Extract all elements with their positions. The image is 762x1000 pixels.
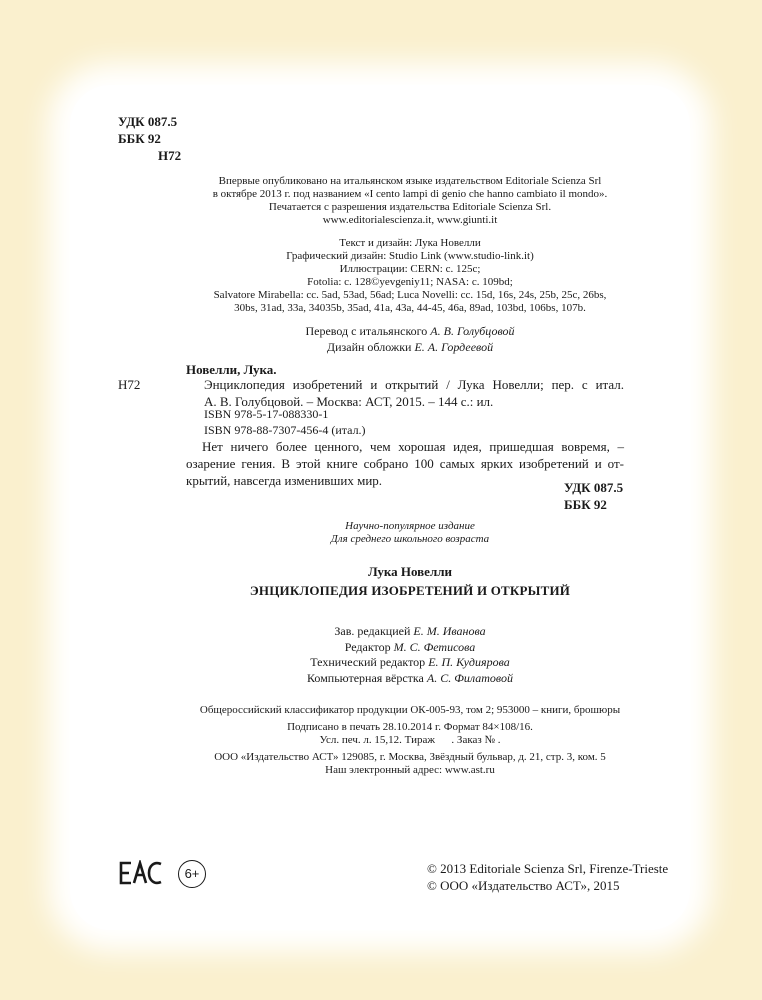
credits-line: Salvatore Mirabella: cc. 5ad, 53ad, 56ad; Luca Novelli: cc. 15d, 16s, 24s, 25b, 25c, 26bs, [213,289,607,301]
copyright-line: © ООО «Издательство АСТ», 2015 [427,878,620,893]
staff-name: А. С. Филатовой [426,670,513,685]
intro-line: в октябре 2013 г. под названием «I cento lampi di genio che hanno cambiato il mondo». [212,188,608,200]
staff-line [190,624,630,640]
credits-line: Fotolia: с. 128©yevgeniy11; NASA: с. 109bd; [307,276,513,288]
catalog-line: А. В. Голубцовой. – Москва: АСТ, 2015. – 144 с.: ил. [204,394,494,409]
first-publication-note [190,175,630,227]
staff-name: Е. М. Иванова [413,624,486,638]
udk-block [118,113,181,164]
udk-code: УДК 087.5 [118,114,178,129]
catalog-author-heading: Новелли, Лука. [186,362,277,377]
publication-info [190,704,630,777]
isbn-block [204,407,366,438]
classifier-line: Общероссийский классификатор продукции ОК-005-93, том 2; 953000 – книги, брошюры [199,704,621,716]
publisher-email: Наш электронный адрес: www.ast.ru [325,764,495,776]
catalog-description [204,376,624,410]
udk-code: УДК 087.5 [564,480,624,495]
annotation-line: Нет ничего более ценного, чем хорошая идея, пришедшая вовремя, – [202,439,624,454]
cover-designer-label: Дизайн обложки [326,339,415,354]
translator-line [190,324,630,340]
editorial-staff [190,624,630,686]
staff-line [190,671,630,687]
translator-name: А. В. Голубцовой [430,324,515,338]
staff-name: Е. П. Кудиярова [428,655,510,669]
credits-block [190,237,630,315]
cover-designer-line [190,340,630,356]
bbk-code: ББК 92 [564,497,607,512]
genre-note [190,520,630,546]
annotation-line: крытий, навсегда изменивших мир. [186,473,383,488]
author-mark: Н72 [158,148,182,163]
isbn-main: ISBN 978-5-17-088330-1 [204,407,329,421]
intro-line: www.editorialescienza.it, www.giunti.it [322,214,498,226]
annotation-line: озарение гения. В этой книге собрано 100 самых ярких изобретений и от- [186,456,624,471]
copyright-block [427,860,668,894]
credits-line: 30bs, 31ad, 33a, 34035b, 35ad, 41a, 43a, 44-45, 46a, 89ad, 103bd, 106bs, 107b. [234,302,586,314]
publisher-address: ООО «Издательство АСТ» 129085, г. Москва, Звёздный бульвар, д. 21, стр. 3, ком. 5 [214,751,606,763]
translation-credits [190,324,630,355]
credits-line: Графический дизайн: Studio Link (www.studio-link.it) [286,250,534,262]
isbn-italian: ISBN 978-88-7307-456-4 (итал.) [204,422,366,437]
genre-line: Научно-популярное издание [345,520,475,532]
age-rating-badge: 6+ [178,860,206,888]
staff-line [190,640,630,656]
staff-line [190,655,630,671]
translator-label: Перевод с итальянского [305,324,431,338]
staff-role: Зав. редакцией [334,624,414,638]
annotation [186,438,624,489]
cover-designer-name: Е. А. Гордеевой [414,339,494,354]
copyright-line: © 2013 Editoriale Scienza Srl, Firenze-Trieste [427,861,669,876]
credits-line: Текст и дизайн: Лука Новелли [339,237,481,249]
credits-line: Иллюстрации: CERN: с. 125с; [339,263,481,275]
staff-role: Технический редактор [310,655,429,669]
print-date-line: Подписано в печать 28.10.2014 г. Формат 84×108/16. [287,721,533,733]
staff-role: Компьютерная вёрстка [307,670,427,685]
print-run-line: Усл. печ. л. 15,12. Тираж . Заказ № . [319,734,501,746]
staff-role: Редактор [344,639,394,654]
book-author: Лука Новелли [367,564,453,579]
catalog-udk [564,479,623,513]
bbk-code: ББК 92 [118,131,161,146]
eac-mark-icon [118,860,164,891]
book-title: ЭНЦИКЛОПЕДИЯ ИЗОБРЕТЕНИЙ И ОТКРЫТИЙ [249,583,571,598]
catalog-code: Н72 [118,377,141,392]
staff-name: М. С. Фетисова [393,639,476,654]
intro-line: Впервые опубликовано на итальянском языке издательством Editoriale Scienza Srl [218,175,602,187]
catalog-line: Энциклопедия изобретений и открытий / Лука Новелли; пер. с итал. [204,377,624,392]
intro-line: Печатается с разрешения издательства Editoriale Scienza Srl. [268,201,552,213]
audience-line: Для среднего школьного возраста [330,533,490,545]
